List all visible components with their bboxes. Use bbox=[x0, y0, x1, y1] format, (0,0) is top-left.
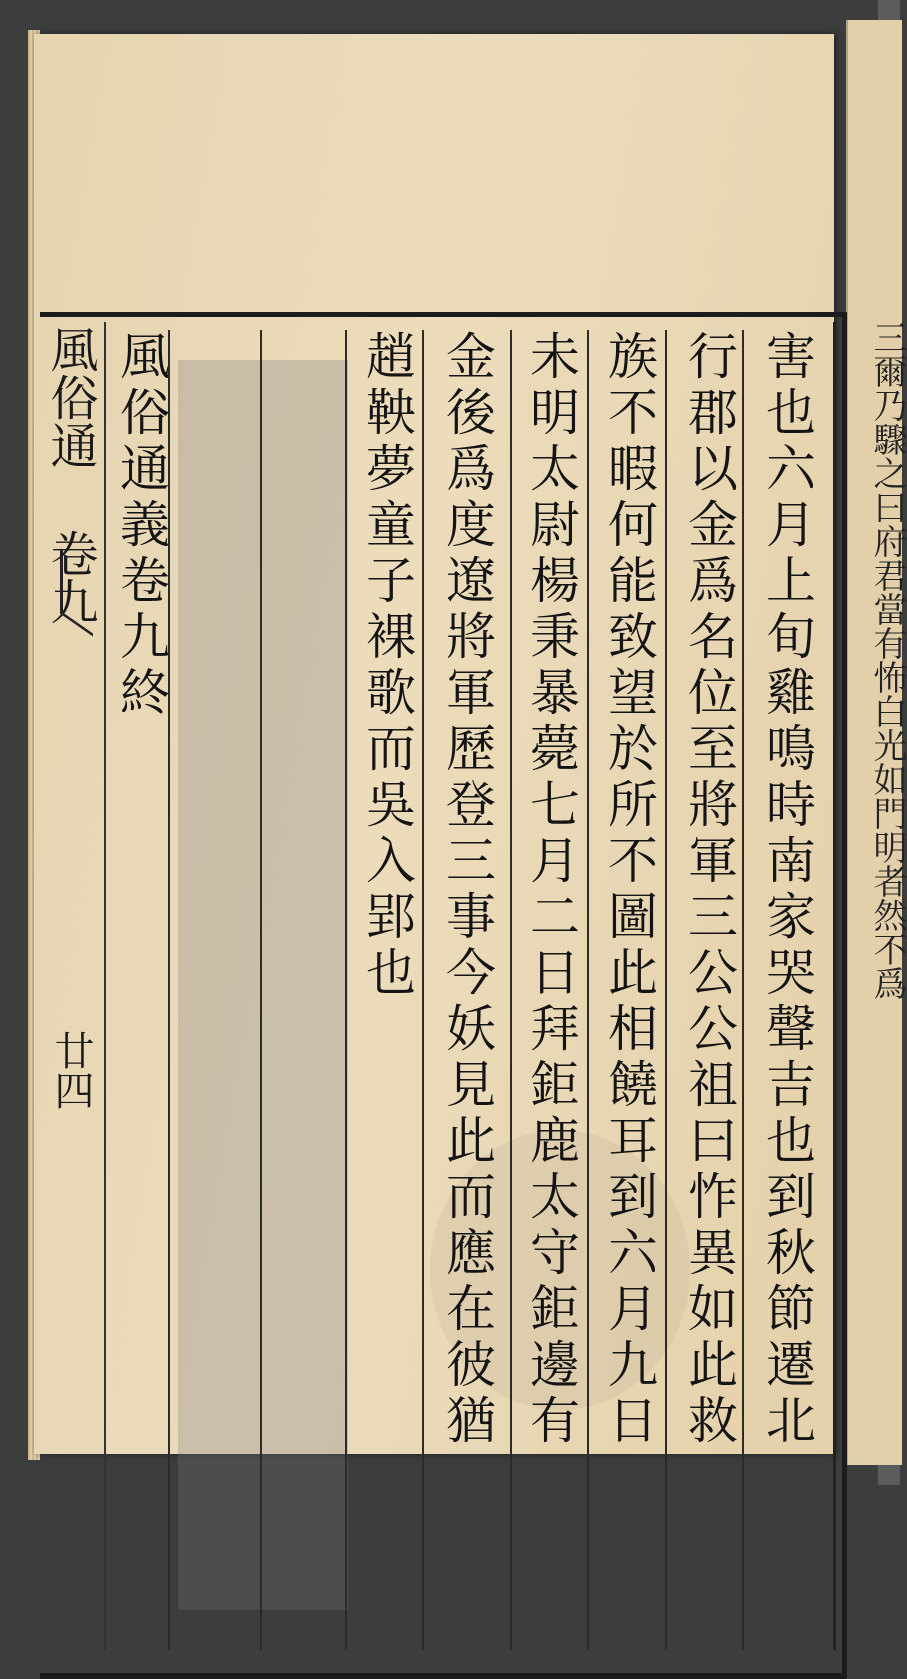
text-column-6: 趙鞅夢童子裸歌而吳入郢也 bbox=[358, 330, 416, 1002]
column-rule bbox=[510, 330, 512, 1650]
text-column-1: 害也六月上旬雞鳴時南家哭聲吉也到秋節遷北 bbox=[758, 330, 816, 1450]
leaf-number: 廿四 bbox=[48, 1030, 94, 1110]
column-rule bbox=[665, 330, 667, 1650]
margin-book-title: 風俗通 bbox=[42, 325, 98, 469]
text-column-2: 行郡以金爲名位至將軍三公公祖曰怍異如此救 bbox=[680, 330, 738, 1450]
text-column-4: 未明太尉楊秉暴薨七月二日拜鉅鹿太守鉅邊有 bbox=[522, 330, 580, 1450]
next-page-text: 三爾乃驟之曰府君當有怖白光如門明者然不爲 bbox=[867, 320, 907, 1000]
column-rule bbox=[345, 330, 347, 1650]
text-column-3: 族不暇何能致望於所不圖此相饒耳到六月九日 bbox=[600, 330, 658, 1450]
column-rule bbox=[422, 330, 424, 1650]
margin-volume: 卷九 bbox=[42, 529, 98, 625]
bleed-through-shadow bbox=[178, 360, 348, 1610]
column-rule bbox=[742, 330, 744, 1650]
column-rule bbox=[260, 330, 262, 1650]
column-rule bbox=[587, 330, 589, 1650]
text-column-5: 金後爲度遼將軍歷登三事今妖見此而應在彼猶 bbox=[438, 330, 496, 1450]
colophon-column: 風俗通義卷九終 bbox=[112, 330, 170, 722]
